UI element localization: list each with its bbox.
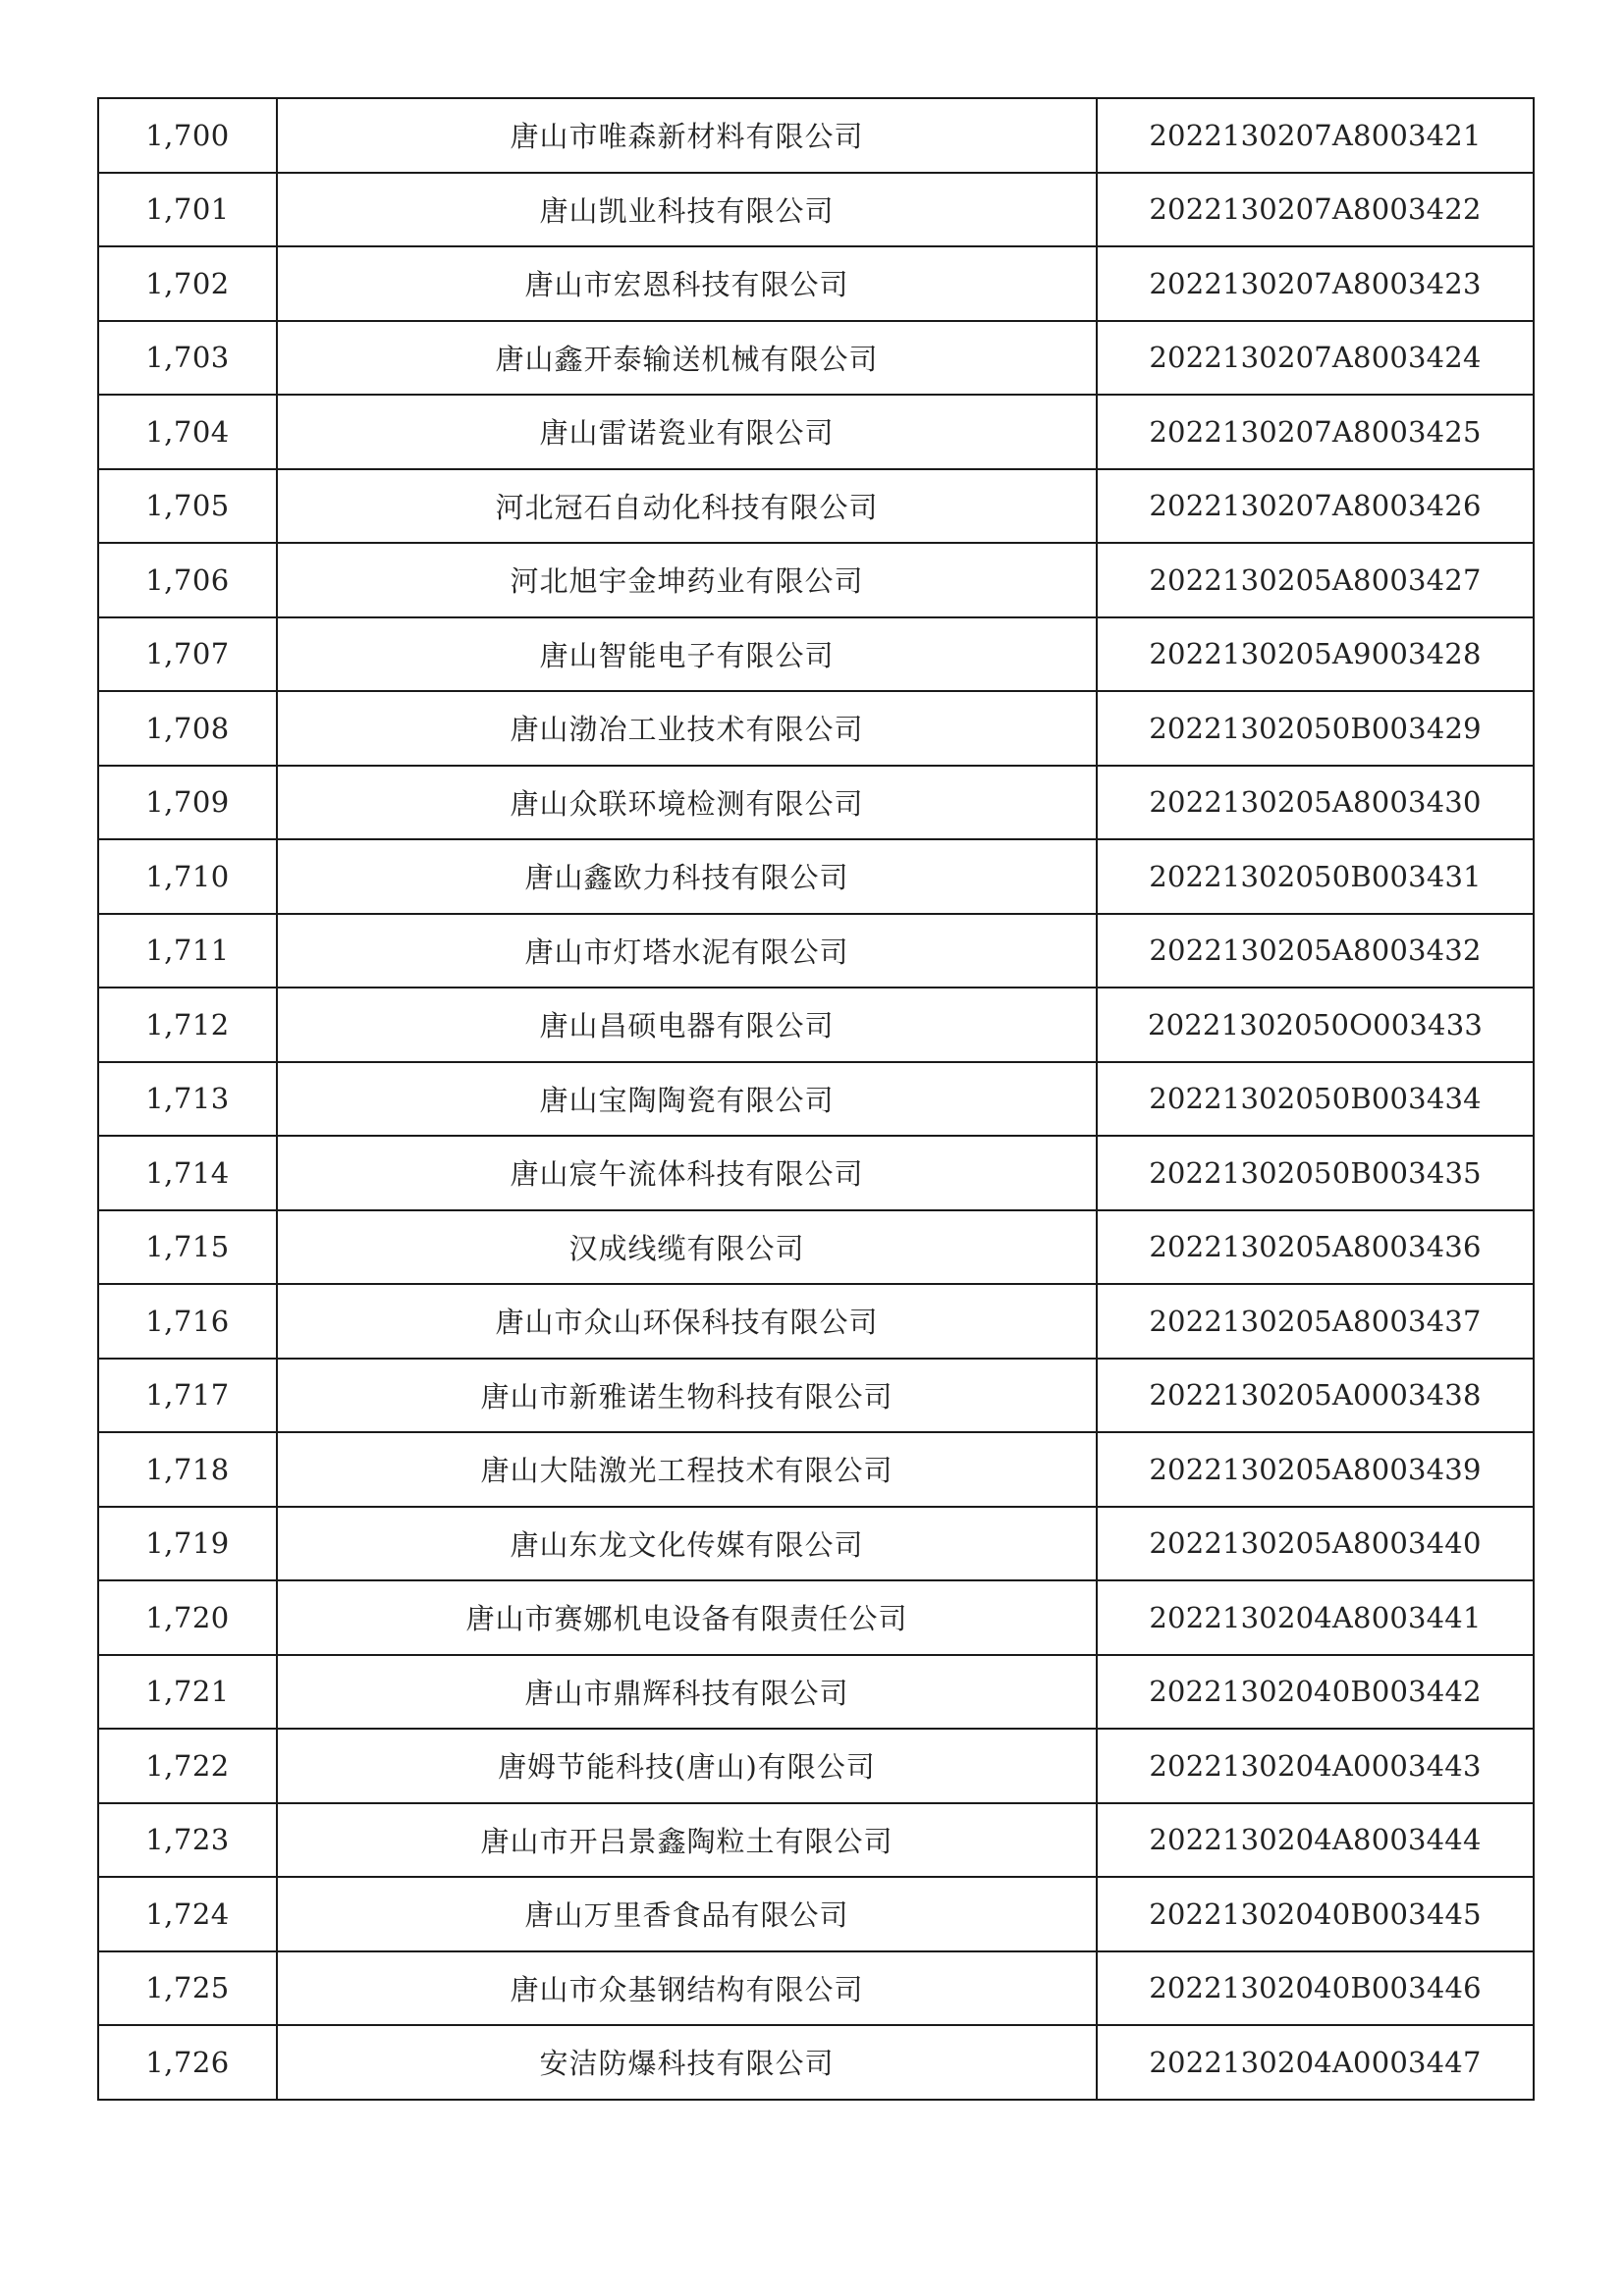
company-name-cell: 唐山万里香食品有限公司 bbox=[277, 1877, 1097, 1951]
registration-code-cell: 2022130207A8003422 bbox=[1097, 173, 1534, 247]
table-row bbox=[98, 469, 1534, 544]
table-row bbox=[98, 1284, 1534, 1359]
table-row bbox=[98, 1359, 1534, 1433]
registration-code-cell: 2022130204A8003444 bbox=[1097, 1803, 1534, 1878]
table-row bbox=[98, 321, 1534, 396]
company-name-cell: 唐山市赛娜机电设备有限责任公司 bbox=[277, 1580, 1097, 1655]
company-name-cell: 唐山智能电子有限公司 bbox=[277, 617, 1097, 692]
registration-code-cell: 2022130204A0003447 bbox=[1097, 2025, 1534, 2100]
registration-code-cell: 2022130205A0003438 bbox=[1097, 1359, 1534, 1433]
registration-code-cell: 20221302040B003442 bbox=[1097, 1655, 1534, 1730]
company-name-cell: 唐山市开吕景鑫陶粒土有限公司 bbox=[277, 1803, 1097, 1878]
table-row bbox=[98, 1655, 1534, 1730]
row-number-cell: 1,719 bbox=[98, 1507, 277, 1581]
company-name-cell: 河北冠石自动化科技有限公司 bbox=[277, 469, 1097, 544]
registration-code-cell: 2022130207A8003426 bbox=[1097, 469, 1534, 544]
company-name-cell: 唐山凯业科技有限公司 bbox=[277, 173, 1097, 247]
registration-code-cell: 2022130204A0003443 bbox=[1097, 1729, 1534, 1803]
registration-code-cell: 20221302050B003435 bbox=[1097, 1136, 1534, 1210]
row-number-cell: 1,724 bbox=[98, 1877, 277, 1951]
company-name-cell: 安洁防爆科技有限公司 bbox=[277, 2025, 1097, 2100]
table-row bbox=[98, 914, 1534, 988]
row-number-cell: 1,708 bbox=[98, 691, 277, 766]
row-number-cell: 1,702 bbox=[98, 246, 277, 321]
table-row bbox=[98, 2025, 1534, 2100]
company-name-cell: 河北旭宇金坤药业有限公司 bbox=[277, 543, 1097, 617]
company-name-cell: 唐山市鼎辉科技有限公司 bbox=[277, 1655, 1097, 1730]
registration-code-cell: 2022130205A8003436 bbox=[1097, 1210, 1534, 1285]
row-number-cell: 1,707 bbox=[98, 617, 277, 692]
table-row bbox=[98, 395, 1534, 469]
registration-code-cell: 20221302040B003446 bbox=[1097, 1951, 1534, 2026]
registration-code-cell: 20221302050B003429 bbox=[1097, 691, 1534, 766]
row-number-cell: 1,710 bbox=[98, 839, 277, 914]
table-row bbox=[98, 1136, 1534, 1210]
registration-code-cell: 2022130207A8003424 bbox=[1097, 321, 1534, 396]
registration-code-cell: 20221302050O003433 bbox=[1097, 988, 1534, 1062]
row-number-cell: 1,720 bbox=[98, 1580, 277, 1655]
registration-code-cell: 2022130204A8003441 bbox=[1097, 1580, 1534, 1655]
row-number-cell: 1,726 bbox=[98, 2025, 277, 2100]
registration-code-cell: 2022130205A8003430 bbox=[1097, 766, 1534, 840]
table-row bbox=[98, 1951, 1534, 2026]
registration-code-cell: 20221302050B003434 bbox=[1097, 1062, 1534, 1137]
table-row bbox=[98, 1580, 1534, 1655]
table-row bbox=[98, 1432, 1534, 1507]
company-name-cell: 唐山昌硕电器有限公司 bbox=[277, 988, 1097, 1062]
company-name-cell: 唐姆节能科技(唐山)有限公司 bbox=[277, 1729, 1097, 1803]
company-name-cell: 唐山宸午流体科技有限公司 bbox=[277, 1136, 1097, 1210]
company-name-cell: 唐山市唯森新材料有限公司 bbox=[277, 98, 1097, 173]
row-number-cell: 1,701 bbox=[98, 173, 277, 247]
company-name-cell: 唐山鑫欧力科技有限公司 bbox=[277, 839, 1097, 914]
table-row bbox=[98, 246, 1534, 321]
table-row bbox=[98, 766, 1534, 840]
registration-code-cell: 2022130205A8003439 bbox=[1097, 1432, 1534, 1507]
table-body bbox=[98, 98, 1534, 2100]
company-name-cell: 唐山渤冶工业技术有限公司 bbox=[277, 691, 1097, 766]
registration-code-cell: 2022130205A8003432 bbox=[1097, 914, 1534, 988]
company-name-cell: 唐山市灯塔水泥有限公司 bbox=[277, 914, 1097, 988]
table-row bbox=[98, 1210, 1534, 1285]
row-number-cell: 1,713 bbox=[98, 1062, 277, 1137]
row-number-cell: 1,714 bbox=[98, 1136, 277, 1210]
company-name-cell: 汉成线缆有限公司 bbox=[277, 1210, 1097, 1285]
table-row bbox=[98, 1062, 1534, 1137]
row-number-cell: 1,705 bbox=[98, 469, 277, 544]
company-name-cell: 唐山雷诺瓷业有限公司 bbox=[277, 395, 1097, 469]
row-number-cell: 1,709 bbox=[98, 766, 277, 840]
table-row bbox=[98, 1803, 1534, 1878]
company-name-cell: 唐山市宏恩科技有限公司 bbox=[277, 246, 1097, 321]
company-name-cell: 唐山众联环境检测有限公司 bbox=[277, 766, 1097, 840]
registration-code-cell: 2022130207A8003423 bbox=[1097, 246, 1534, 321]
registration-code-cell: 2022130205A8003427 bbox=[1097, 543, 1534, 617]
table-row bbox=[98, 98, 1534, 173]
registration-code-cell: 20221302040B003445 bbox=[1097, 1877, 1534, 1951]
company-name-cell: 唐山市众山环保科技有限公司 bbox=[277, 1284, 1097, 1359]
row-number-cell: 1,703 bbox=[98, 321, 277, 396]
company-name-cell: 唐山宝陶陶瓷有限公司 bbox=[277, 1062, 1097, 1137]
company-registry-table bbox=[97, 97, 1535, 2101]
table-row bbox=[98, 839, 1534, 914]
row-number-cell: 1,704 bbox=[98, 395, 277, 469]
row-number-cell: 1,725 bbox=[98, 1951, 277, 2026]
row-number-cell: 1,722 bbox=[98, 1729, 277, 1803]
company-name-cell: 唐山鑫开泰输送机械有限公司 bbox=[277, 321, 1097, 396]
row-number-cell: 1,706 bbox=[98, 543, 277, 617]
table-row bbox=[98, 1877, 1534, 1951]
row-number-cell: 1,716 bbox=[98, 1284, 277, 1359]
row-number-cell: 1,721 bbox=[98, 1655, 277, 1730]
row-number-cell: 1,700 bbox=[98, 98, 277, 173]
table-row bbox=[98, 1507, 1534, 1581]
row-number-cell: 1,717 bbox=[98, 1359, 277, 1433]
company-name-cell: 唐山大陆激光工程技术有限公司 bbox=[277, 1432, 1097, 1507]
table-row bbox=[98, 988, 1534, 1062]
table-row bbox=[98, 691, 1534, 766]
row-number-cell: 1,712 bbox=[98, 988, 277, 1062]
table-row bbox=[98, 617, 1534, 692]
table-row bbox=[98, 173, 1534, 247]
registration-code-cell: 20221302050B003431 bbox=[1097, 839, 1534, 914]
company-name-cell: 唐山市众基钢结构有限公司 bbox=[277, 1951, 1097, 2026]
table-row bbox=[98, 543, 1534, 617]
row-number-cell: 1,711 bbox=[98, 914, 277, 988]
registration-code-cell: 2022130205A8003440 bbox=[1097, 1507, 1534, 1581]
registration-code-cell: 2022130205A8003437 bbox=[1097, 1284, 1534, 1359]
registration-code-cell: 2022130205A9003428 bbox=[1097, 617, 1534, 692]
row-number-cell: 1,723 bbox=[98, 1803, 277, 1878]
company-name-cell: 唐山市新雅诺生物科技有限公司 bbox=[277, 1359, 1097, 1433]
registration-code-cell: 2022130207A8003421 bbox=[1097, 98, 1534, 173]
company-name-cell: 唐山东龙文化传媒有限公司 bbox=[277, 1507, 1097, 1581]
row-number-cell: 1,715 bbox=[98, 1210, 277, 1285]
table-row bbox=[98, 1729, 1534, 1803]
registration-code-cell: 2022130207A8003425 bbox=[1097, 395, 1534, 469]
row-number-cell: 1,718 bbox=[98, 1432, 277, 1507]
